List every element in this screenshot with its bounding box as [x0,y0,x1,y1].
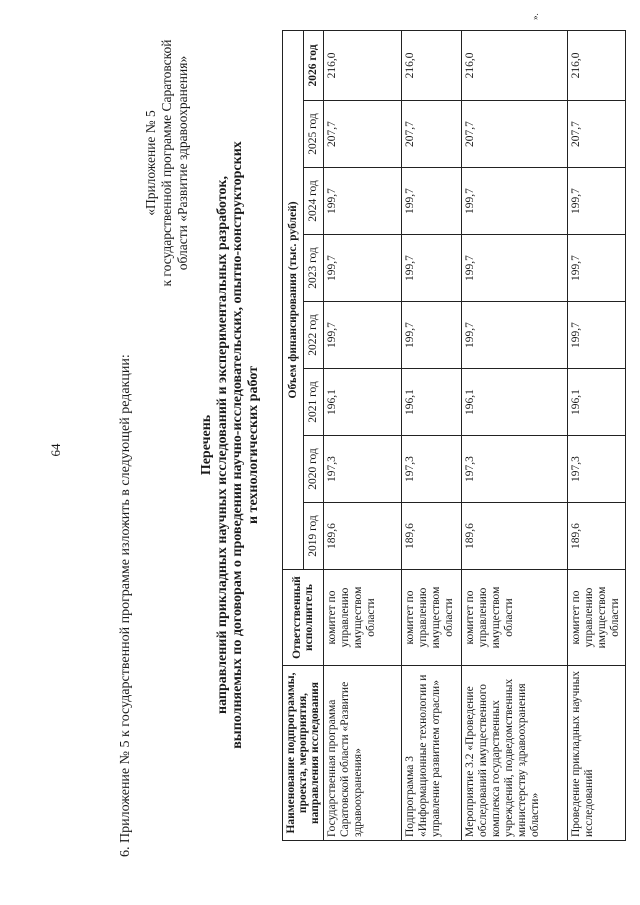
appendix-line-3: области «Развитие здравоохранения» [175,55,190,271]
value-cell: 196,1 [324,369,402,436]
value-cell: 199,7 [402,302,462,369]
value-cell: 199,7 [568,302,626,369]
value-cell: 197,3 [402,436,462,503]
value-cell: 207,7 [462,101,568,168]
value-cell: 196,1 [568,369,626,436]
value-cell: 197,3 [324,436,402,503]
value-cell: 199,7 [568,168,626,235]
value-cell: 197,3 [568,436,626,503]
value-cell: 199,7 [402,235,462,302]
value-cell: 216,0 [568,30,626,100]
value-cell: 216,0 [402,30,462,100]
value-cell: 199,7 [402,168,462,235]
row-name: Подпрограмма 3 «Информационные технологии и управление развитием отрасли» [402,666,462,841]
row-name: Мероприятие 3.2 «Проведение обследований имущественного комплекса государственных учреждений, подведомственных министерству здравоохранения области» [462,666,568,841]
value-cell: 199,7 [462,235,568,302]
value-cell: 199,7 [324,168,402,235]
table-row [568,30,626,840]
title-line-2: направлений прикладных научных исследований и экспериментальных разработок, [214,176,230,714]
document-title [199,45,261,845]
row-executor: комитет по управлению имуществом области [324,570,402,666]
value-cell: 189,6 [568,503,626,570]
year-header: 2024 год [303,168,324,235]
value-cell: 189,6 [402,503,462,570]
year-header: 2021 год [303,369,324,436]
value-cell: 207,7 [324,101,402,168]
value-cell: 199,7 [324,302,402,369]
value-cell: 197,3 [462,436,568,503]
value-cell: 196,1 [402,369,462,436]
value-cell: 199,7 [568,235,626,302]
header-finance: Объем финансирования (тыс. рублей) [283,30,304,569]
table-header-row [283,30,304,840]
title-line-4: и технологических работ [245,366,261,524]
row-executor: комитет по управлению имуществом области [462,570,568,666]
end-quote-mark: ». [530,13,540,20]
row-name: Государственная программа Саратовской области «Развитие здравоохранения» [324,666,402,841]
value-cell: 199,7 [462,302,568,369]
header-name: Наименование подпрограммы, проекта, мероприятия, направления исследования [283,666,324,841]
row-executor: комитет по управлению имуществом области [568,570,626,666]
intro-paragraph: 6. Приложение № 5 к государственной программе изложить в следующей редакции: [118,354,133,857]
appendix-header [143,33,191,293]
table-row [462,30,568,840]
year-header: 2025 год [303,101,324,168]
title-line-3: выполняемых по договорам о проведении научно-исследовательских, опытно-конструкторских [230,141,245,749]
value-cell: 199,7 [462,168,568,235]
appendix-line-1: «Приложение № 5 [143,110,158,216]
year-header: 2020 год [303,436,324,503]
value-cell: 216,0 [324,30,402,100]
row-name: Проведение прикладных научных исследований [568,666,626,841]
funding-table [282,30,626,841]
year-header: 2023 год [303,235,324,302]
title-line-1: Перечень [199,414,214,476]
value-cell: 207,7 [402,101,462,168]
table-row [402,30,462,840]
year-header: 2019 год [303,503,324,570]
value-cell: 189,6 [324,503,402,570]
value-cell: 207,7 [568,101,626,168]
table-row [324,30,402,840]
year-header: 2026 год [303,30,324,100]
value-cell: 189,6 [462,503,568,570]
value-cell: 216,0 [462,30,568,100]
value-cell: 199,7 [324,235,402,302]
year-header: 2022 год [303,302,324,369]
value-cell: 196,1 [462,369,568,436]
page-number: 64 [48,443,63,457]
header-executor: Ответственный исполнитель [283,570,324,666]
appendix-line-2: к государственной программе Саратовской [159,39,174,287]
row-executor: комитет по управлению имуществом области [402,570,462,666]
